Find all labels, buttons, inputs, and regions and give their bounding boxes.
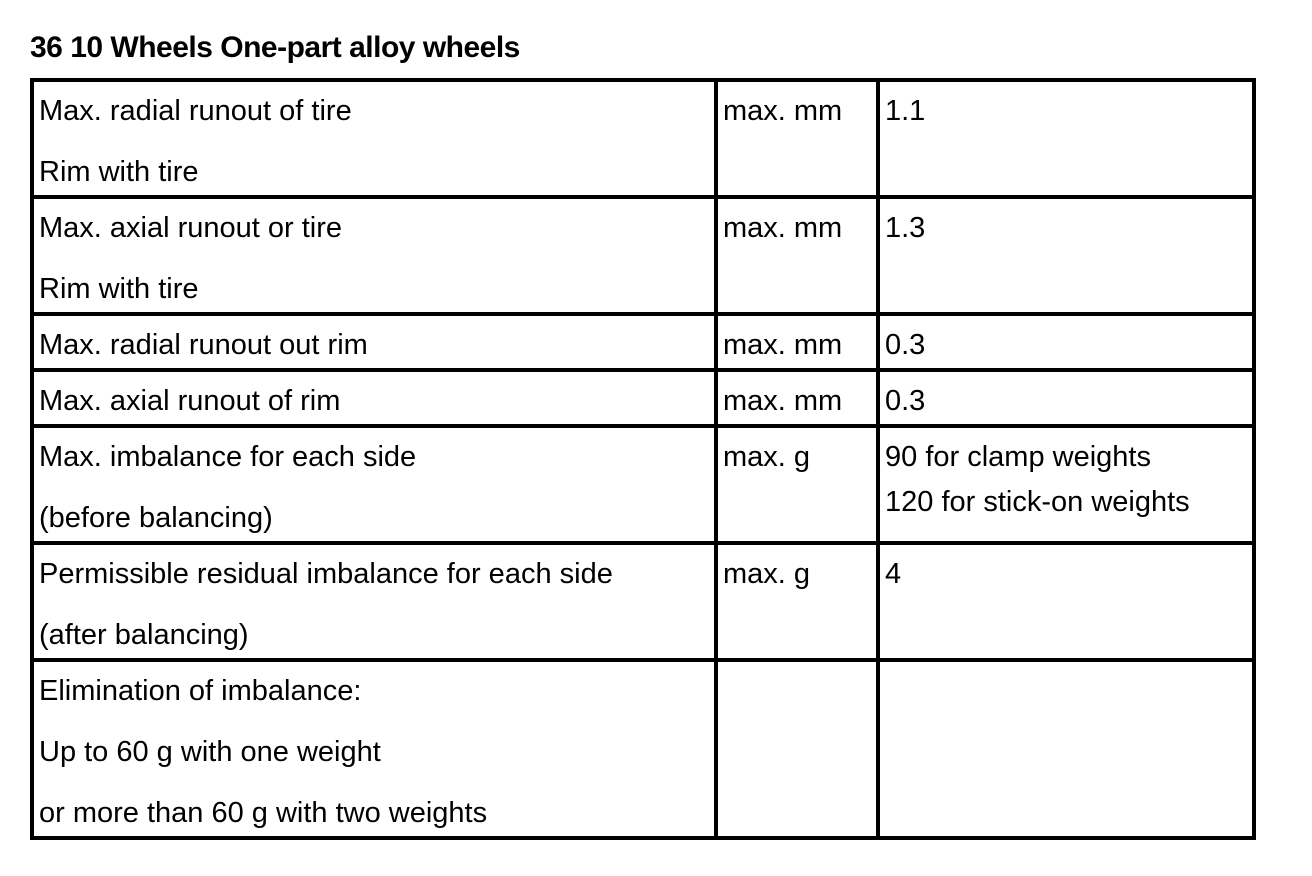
description-line: Max. radial runout out rim	[39, 329, 368, 361]
unit-cell	[716, 660, 878, 838]
value-text: 120 for stick-on weights	[885, 486, 1190, 518]
value-text	[885, 673, 1248, 734]
value-text: 0.3	[885, 385, 926, 417]
value-text: 90 for clamp weights	[885, 441, 1151, 473]
unit-text: max. mm	[723, 212, 843, 244]
table-row	[32, 543, 1254, 660]
value-cell	[878, 426, 1254, 543]
value-cell	[878, 543, 1254, 660]
unit-text	[723, 673, 872, 734]
unit-text: max. mm	[723, 329, 843, 361]
spec-table	[30, 78, 1256, 840]
description-line: Max. axial runout or tire	[39, 212, 343, 244]
value-text: 0.3	[885, 329, 926, 361]
value-cell	[878, 80, 1254, 197]
description-cell	[32, 314, 716, 370]
description-cell	[32, 426, 716, 543]
description-line: (after balancing)	[39, 619, 249, 651]
description-line: (before balancing)	[39, 502, 273, 534]
unit-cell	[716, 314, 878, 370]
unit-text: max. g	[723, 558, 811, 590]
table-row	[32, 314, 1254, 370]
description-cell	[32, 660, 716, 838]
value-text: 1.3	[885, 212, 926, 244]
description-line: or more than 60 g with two weights	[39, 797, 488, 829]
unit-cell	[716, 426, 878, 543]
description-line: Max. radial runout of tire	[39, 95, 352, 127]
description-line: Elimination of imbalance:	[39, 675, 362, 707]
description-cell	[32, 80, 716, 197]
unit-cell	[716, 370, 878, 426]
description-line: Permissible residual imbalance for each side	[39, 558, 613, 590]
value-text: 1.1	[885, 95, 926, 127]
unit-cell	[716, 197, 878, 314]
description-cell	[32, 543, 716, 660]
table-row	[32, 197, 1254, 314]
description-line: Up to 60 g with one weight	[39, 736, 381, 768]
table-row	[32, 660, 1254, 838]
unit-text: max. g	[723, 441, 811, 473]
table-row	[32, 370, 1254, 426]
unit-text: max. mm	[723, 385, 843, 417]
table-row	[32, 426, 1254, 543]
page-title: 36 10 Wheels One-part alloy wheels	[30, 31, 520, 64]
description-line: Rim with tire	[39, 273, 199, 305]
table-row	[32, 80, 1254, 197]
value-text: 4	[885, 558, 902, 590]
description-cell	[32, 370, 716, 426]
unit-text: max. mm	[723, 95, 843, 127]
description-cell	[32, 197, 716, 314]
unit-cell	[716, 80, 878, 197]
description-line: Rim with tire	[39, 156, 199, 188]
value-cell	[878, 660, 1254, 838]
value-cell	[878, 197, 1254, 314]
description-line: Max. axial runout of rim	[39, 385, 341, 417]
description-line: Max. imbalance for each side	[39, 441, 417, 473]
value-cell	[878, 314, 1254, 370]
value-cell	[878, 370, 1254, 426]
unit-cell	[716, 543, 878, 660]
